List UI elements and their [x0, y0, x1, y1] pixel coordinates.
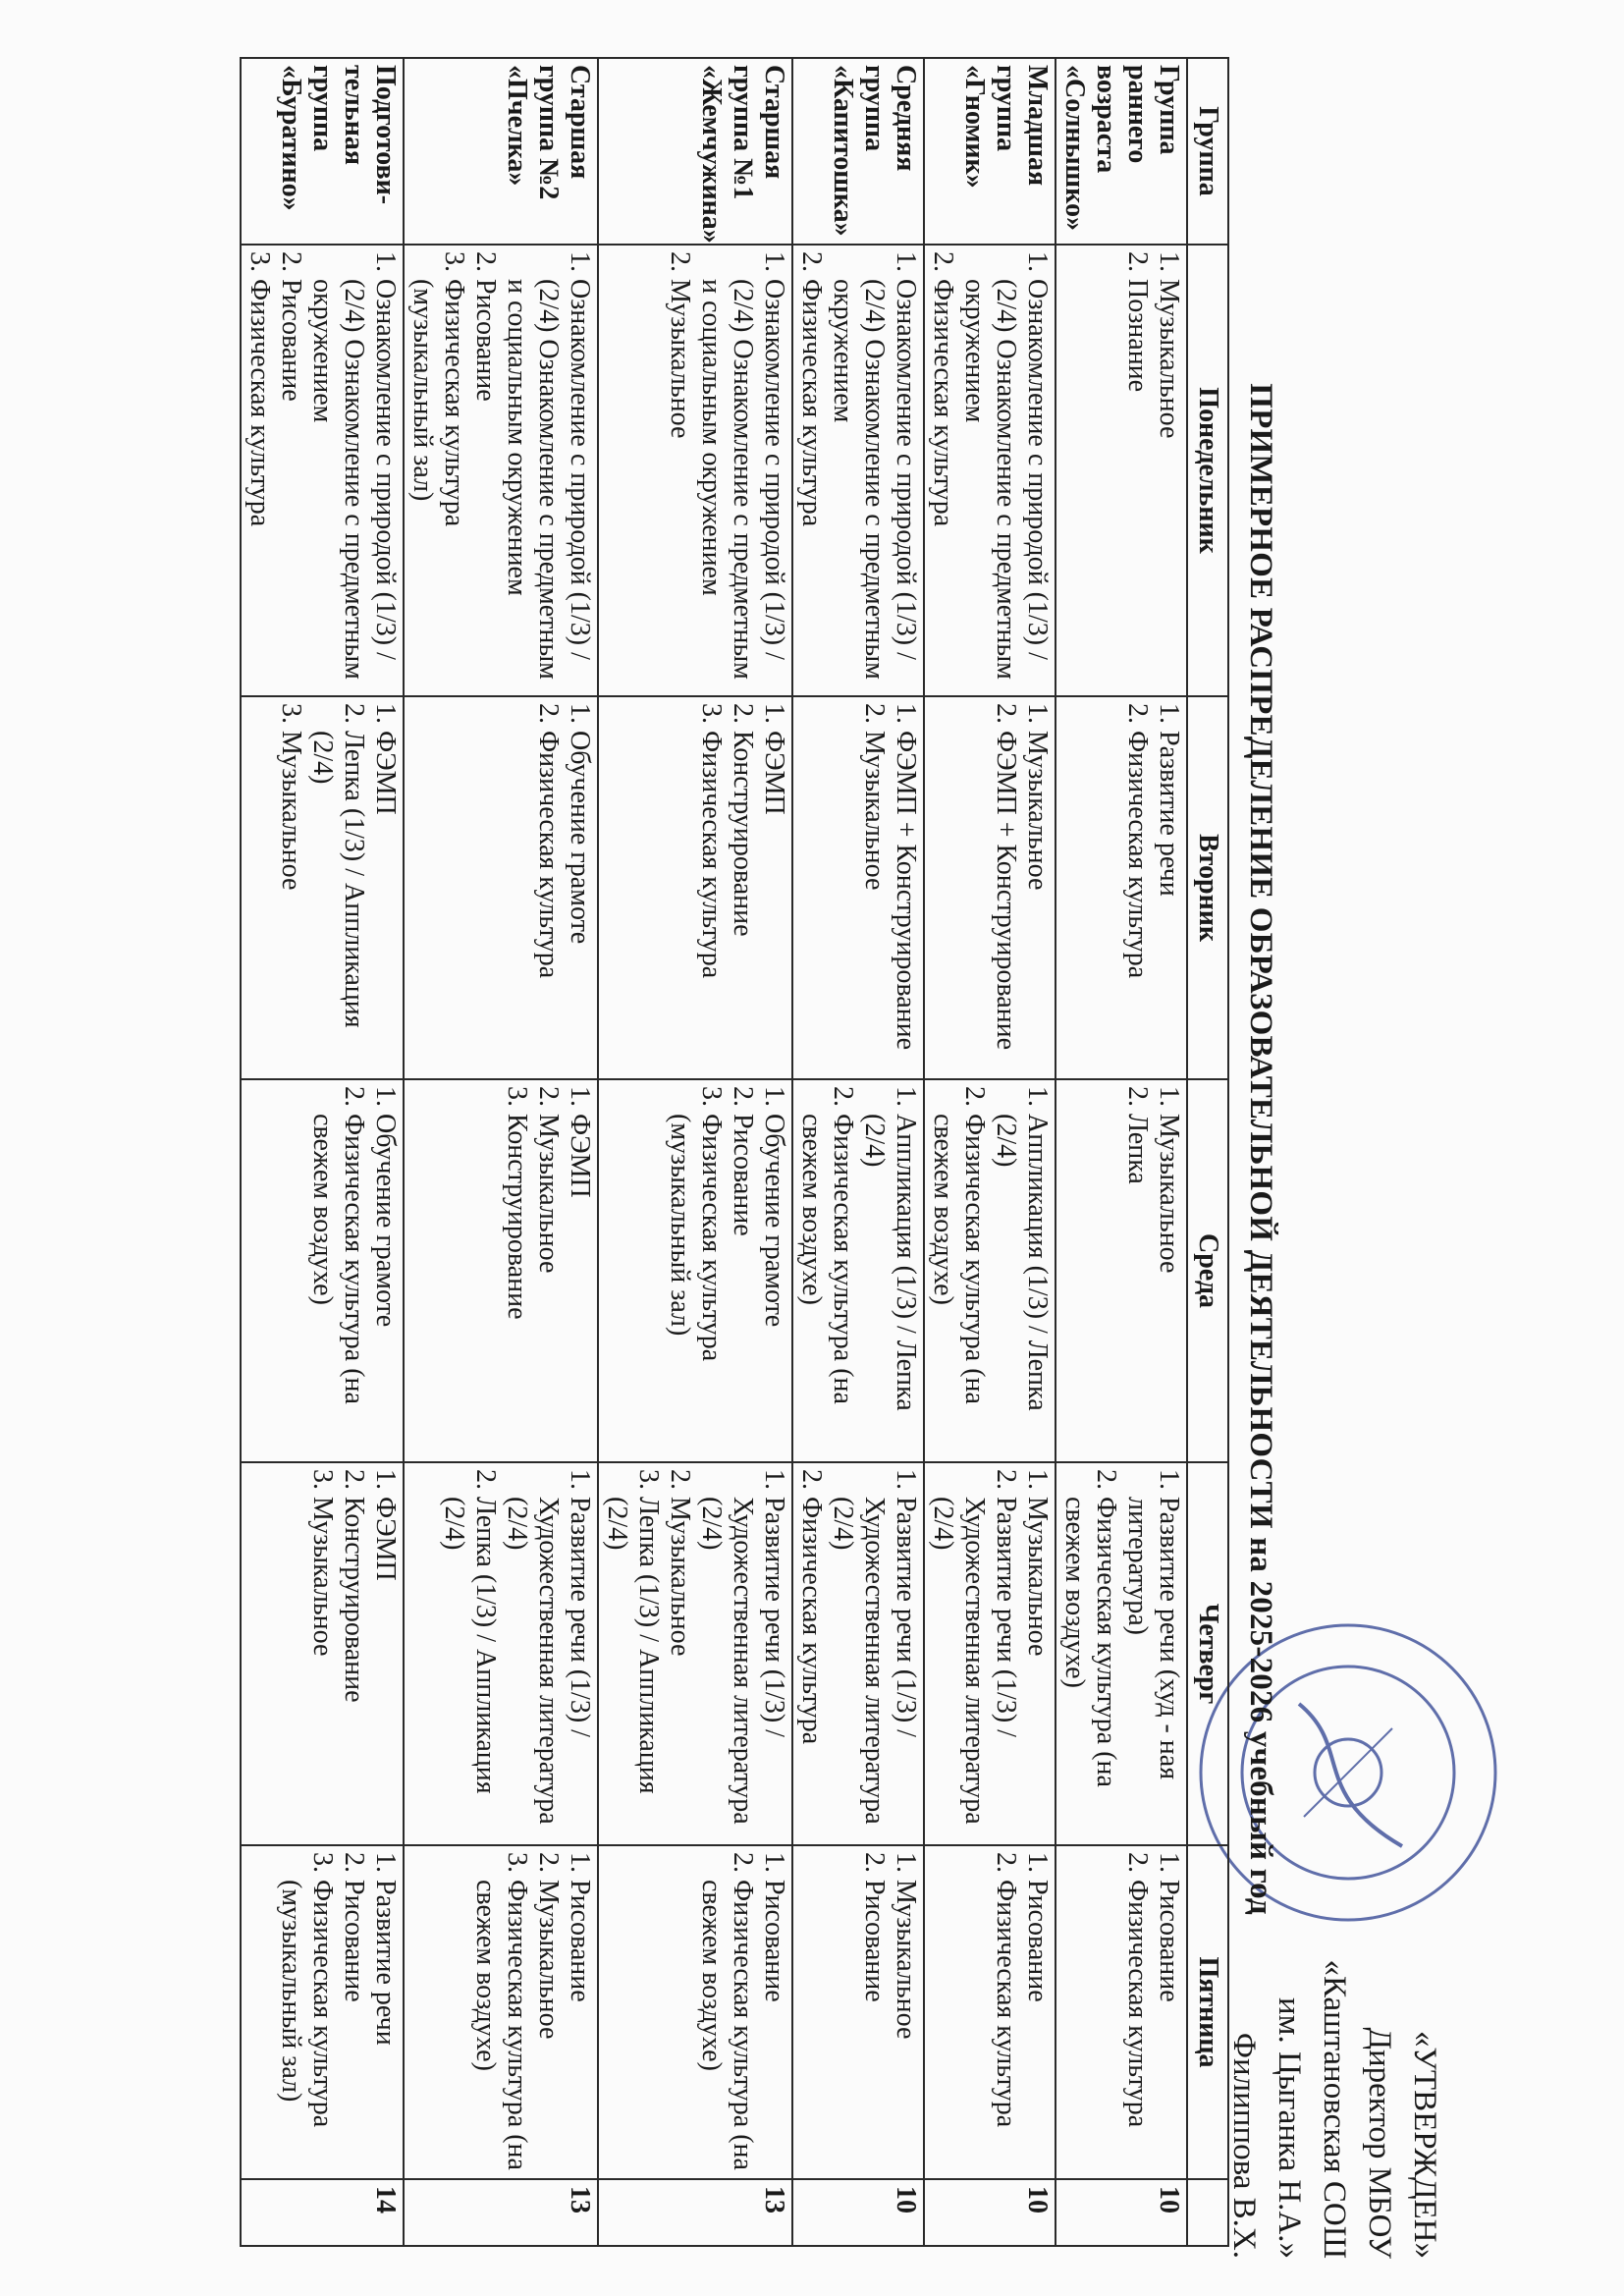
lesson-list	[858, 703, 921, 1072]
lesson-item: 3. Физическая культура (на свежем воздухе)	[469, 1880, 532, 2172]
header-group: Группа	[1187, 58, 1228, 245]
tuesday-cell	[598, 696, 792, 1079]
approval-line: Филиппова В.Х.	[1226, 2032, 1262, 2259]
schedule-table	[240, 57, 1229, 2247]
lesson-item: 2. Физическая культура	[927, 279, 958, 689]
lesson-list	[795, 1469, 921, 1838]
tuesday-cell	[404, 696, 598, 1079]
lesson-list	[306, 1469, 401, 1838]
monday-cell	[241, 245, 404, 696]
group-name-cell: Средняя группа «Капитошка»	[792, 58, 924, 245]
lesson-list	[406, 251, 595, 689]
tuesday-cell	[924, 696, 1056, 1079]
lesson-item: 1. Развитие речи (1/3) /Художественная литература (2/4)	[827, 1497, 921, 1838]
table-row	[924, 58, 1056, 2246]
tuesday-cell	[1056, 696, 1187, 1079]
header-friday: Пятница	[1187, 1845, 1228, 2179]
monday-cell	[1056, 245, 1187, 696]
lesson-item: 1. Ознакомление с природой (1/3) / (2/4) Ознакомление с предметным и социальным окружением	[501, 279, 595, 689]
lesson-item: 3. Конструирование	[501, 1114, 532, 1455]
lesson-item: 3. Физическая культура (музыкальный зал)	[406, 279, 469, 689]
lesson-item: 3. Музыкальное	[306, 1497, 338, 1838]
lesson-list	[1058, 1469, 1184, 1838]
lesson-item: 2. Музыкальное	[664, 279, 695, 689]
table-row	[1056, 58, 1187, 2246]
lesson-item: 1. Рисование	[1021, 1880, 1053, 2172]
header-thursday: Четверг	[1187, 1462, 1228, 1845]
header-monday: Понедельник	[1187, 245, 1228, 696]
approval-line: «Каштановская СОШ	[1317, 1959, 1352, 2259]
lesson-list	[795, 251, 921, 689]
page-title: ПРИМЕРНОЕ РАСПРЕДЕЛЕНИЕ ОБРАЗОВАТЕЛЬНОЙ ДЕЯТЕЛЬНОСТИ на 2025-2026 учебный год	[1243, 383, 1278, 1915]
thursday-cell	[924, 1462, 1056, 1845]
friday-cell	[1056, 1845, 1187, 2179]
lesson-list	[927, 251, 1053, 689]
lesson-item: 2. Физическая культура (на свежем воздухе)	[795, 1114, 858, 1455]
lesson-list	[1121, 1852, 1184, 2172]
approval-line: им. Цыганка Н.А.»	[1272, 1997, 1307, 2259]
lesson-list	[306, 1086, 401, 1455]
wednesday-cell	[598, 1079, 792, 1462]
schedule-body	[241, 58, 1187, 2246]
lesson-list	[275, 1852, 401, 2172]
friday-cell	[924, 1845, 1056, 2179]
lesson-item: 2. Рисование	[338, 1880, 369, 2172]
lesson-item: 1. ФЭМП	[369, 1497, 401, 1838]
lesson-item: 1. Развитие речи (худ - ная литература)	[1121, 1497, 1184, 1838]
lesson-list	[795, 1086, 921, 1455]
lesson-item: 2. Рисование	[727, 1114, 758, 1455]
approval-line: Директор МБОУ	[1362, 2027, 1397, 2259]
lesson-item: 2. Физическая культура	[990, 1880, 1021, 2172]
lesson-item: 2. Музыкальное	[664, 1497, 695, 1838]
friday-cell	[598, 1845, 792, 2179]
table-row	[241, 58, 404, 2246]
lesson-item: 1. Ознакомление с природой (1/3) / (2/4) Ознакомление с предметным и социальным окружением	[695, 279, 789, 689]
lesson-item: 2. Конструирование	[338, 1497, 369, 1838]
lesson-list	[469, 1852, 595, 2172]
lesson-item: 1. Ознакомление с природой (1/3) / (2/4) Ознакомление с предметным окружением	[827, 279, 921, 689]
monday-cell	[792, 245, 924, 696]
lesson-item: 2. Физическая культура (на свежем воздухе)	[306, 1114, 369, 1455]
tuesday-cell	[241, 696, 404, 1079]
lesson-item: 1. ФЭМП	[369, 731, 401, 1072]
lesson-item: 1. Музыкальное	[1153, 279, 1184, 689]
lesson-item: 3. Музыкальное	[275, 731, 306, 1072]
lesson-list	[438, 1469, 595, 1838]
thursday-cell	[1056, 1462, 1187, 1845]
lesson-item: 3. Физическая культура (музыкальный зал)	[664, 1114, 727, 1455]
group-name-cell: Старшая группа №1 «Жемчужина»	[598, 58, 792, 245]
wednesday-cell	[404, 1079, 598, 1462]
lesson-list	[664, 1086, 789, 1455]
lesson-item: 1. Аппликация (1/3) / Лепка (2/4)	[858, 1114, 921, 1455]
lesson-list	[244, 251, 401, 689]
lesson-item: 2. Физическая культура (на свежем воздухе)	[695, 1880, 758, 2172]
monday-cell	[598, 245, 792, 696]
lesson-item: 2. Физическая культура	[1121, 1880, 1153, 2172]
lesson-item: 1. Музыкальное	[1153, 1114, 1184, 1455]
lesson-item: 2. Физическая культура (на свежем воздухе)	[927, 1114, 990, 1455]
lesson-list	[1121, 251, 1184, 689]
friday-cell	[792, 1845, 924, 2179]
lesson-item: 3. Физическая культура (музыкальный зал)	[275, 1880, 338, 2172]
lesson-item: 2. Развитие речи (1/3) /Художественная литература (2/4)	[927, 1497, 1021, 1838]
header-wednesday: Среда	[1187, 1079, 1228, 1462]
group-name-cell: Подготови-тельная группа «Буратино»	[241, 58, 404, 245]
approval-line: «УТВЕРЖДЕН»	[1407, 2031, 1442, 2259]
lesson-item: 2. Рисование	[469, 279, 501, 689]
wednesday-cell	[241, 1079, 404, 1462]
wednesday-cell	[792, 1079, 924, 1462]
lesson-item: 2. Физическая культура	[795, 1497, 827, 1838]
lesson-item: 3. Лепка (1/3) / Аппликация (2/4)	[601, 1497, 664, 1838]
lesson-list	[501, 1086, 595, 1455]
lesson-item: 3. Физическая культура	[244, 279, 275, 689]
lesson-item: 2. Познание	[1121, 279, 1153, 689]
lesson-item: 1. Обучение грамоте	[758, 1114, 789, 1455]
lesson-item: 2. Музыкальное	[858, 731, 890, 1072]
table-header-row	[1187, 58, 1228, 2246]
friday-cell	[241, 1845, 404, 2179]
table-row	[404, 58, 598, 2246]
lesson-item: 1. Музыкальное	[890, 1880, 921, 2172]
lesson-item: 2. Музыкальное	[532, 1114, 564, 1455]
lesson-list	[990, 1852, 1053, 2172]
wednesday-cell	[1056, 1079, 1187, 1462]
lesson-list	[664, 251, 789, 689]
lesson-item: 1. Развитие речи (1/3) /Художественная литература (2/4)	[695, 1497, 789, 1838]
lesson-item: 1. Музыкальное	[1021, 731, 1053, 1072]
weekly-count-cell: 14	[241, 2179, 404, 2246]
lesson-list	[695, 703, 789, 1072]
lesson-item: 2. Физическая культура	[1121, 731, 1153, 1072]
weekly-count-cell: 13	[404, 2179, 598, 2246]
lesson-item: 2. Конструирование	[727, 731, 758, 1072]
thursday-cell	[598, 1462, 792, 1845]
lesson-item: 2. Музыкальное	[532, 1880, 564, 2172]
lesson-item: 1. Аппликация (1/3) / Лепка (2/4)	[990, 1114, 1053, 1455]
thursday-cell	[404, 1462, 598, 1845]
lesson-list	[1121, 1086, 1184, 1455]
thursday-cell	[241, 1462, 404, 1845]
monday-cell	[404, 245, 598, 696]
lesson-item: 2. Физическая культура	[532, 731, 564, 1072]
lesson-list	[990, 703, 1053, 1072]
lesson-item: 1. Ознакомление с природой (1/3) / (2/4) Ознакомление с предметным окружением	[958, 279, 1053, 689]
lesson-item: 1. Обучение грамоте	[564, 731, 595, 1072]
weekly-count-cell: 13	[598, 2179, 792, 2246]
weekly-count-cell: 10	[792, 2179, 924, 2246]
lesson-item: 1. Музыкальное	[1021, 1497, 1053, 1838]
lesson-list	[532, 703, 595, 1072]
lesson-item: 1. Рисование	[758, 1880, 789, 2172]
weekly-count-cell: 10	[924, 2179, 1056, 2246]
table-row	[598, 58, 792, 2246]
lesson-item: 2. ФЭМП + Конструирование	[990, 731, 1021, 1072]
lesson-item: 2. Рисование	[858, 1880, 890, 2172]
lesson-list	[695, 1852, 789, 2172]
lesson-item: 1. ФЭМП + Конструирование	[890, 731, 921, 1072]
lesson-item: 1. Развитие речи (1/3) /Художественная литература (2/4)	[501, 1497, 595, 1838]
lesson-item: 1. Ознакомление с природой (1/3) / (2/4) Ознакомление с предметным окружением	[306, 279, 401, 689]
tuesday-cell	[792, 696, 924, 1079]
lesson-item: 1. Рисование	[1153, 1880, 1184, 2172]
lesson-list	[601, 1469, 789, 1838]
lesson-item: 1. Развитие речи	[1153, 731, 1184, 1072]
lesson-item: 1. ФЭМП	[564, 1114, 595, 1455]
lesson-item: 2. Лепка (1/3) / Аппликация (2/4)	[438, 1497, 501, 1838]
lesson-item: 1. ФЭМП	[758, 731, 789, 1072]
header-count	[1187, 2179, 1228, 2246]
lesson-item: 2. Лепка (1/3) / Аппликация (2/4)	[306, 731, 369, 1072]
lesson-item: 2. Физическая культура	[795, 279, 827, 689]
lesson-list	[858, 1852, 921, 2172]
official-seal-stamp	[1186, 1611, 1510, 1935]
weekly-count-cell: 10	[1056, 2179, 1187, 2246]
group-name-cell: Группа раннего возраста «Солнышко»	[1056, 58, 1187, 245]
monday-cell	[924, 245, 1056, 696]
table-row	[792, 58, 924, 2246]
lesson-list	[927, 1086, 1053, 1455]
lesson-list	[927, 1469, 1053, 1838]
lesson-item: 3. Физическая культура	[695, 731, 727, 1072]
lesson-item: 1. Рисование	[564, 1880, 595, 2172]
group-name-cell: Младшая группа «Гномик»	[924, 58, 1056, 245]
group-name-cell: Старшая группа №2 «Пчелка»	[404, 58, 598, 245]
lesson-item: 1. Обучение грамоте	[369, 1114, 401, 1455]
header-tuesday: Вторник	[1187, 696, 1228, 1079]
lesson-list	[1121, 703, 1184, 1072]
lesson-list	[275, 703, 401, 1072]
lesson-item: 2. Физическая культура (на свежем воздухе)	[1058, 1497, 1121, 1838]
friday-cell	[404, 1845, 598, 2179]
wednesday-cell	[924, 1079, 1056, 1462]
thursday-cell	[792, 1462, 924, 1845]
lesson-item: 2. Рисование	[275, 279, 306, 689]
lesson-item: 2. Лепка	[1121, 1114, 1153, 1455]
lesson-item: 1. Развитие речи	[369, 1880, 401, 2172]
